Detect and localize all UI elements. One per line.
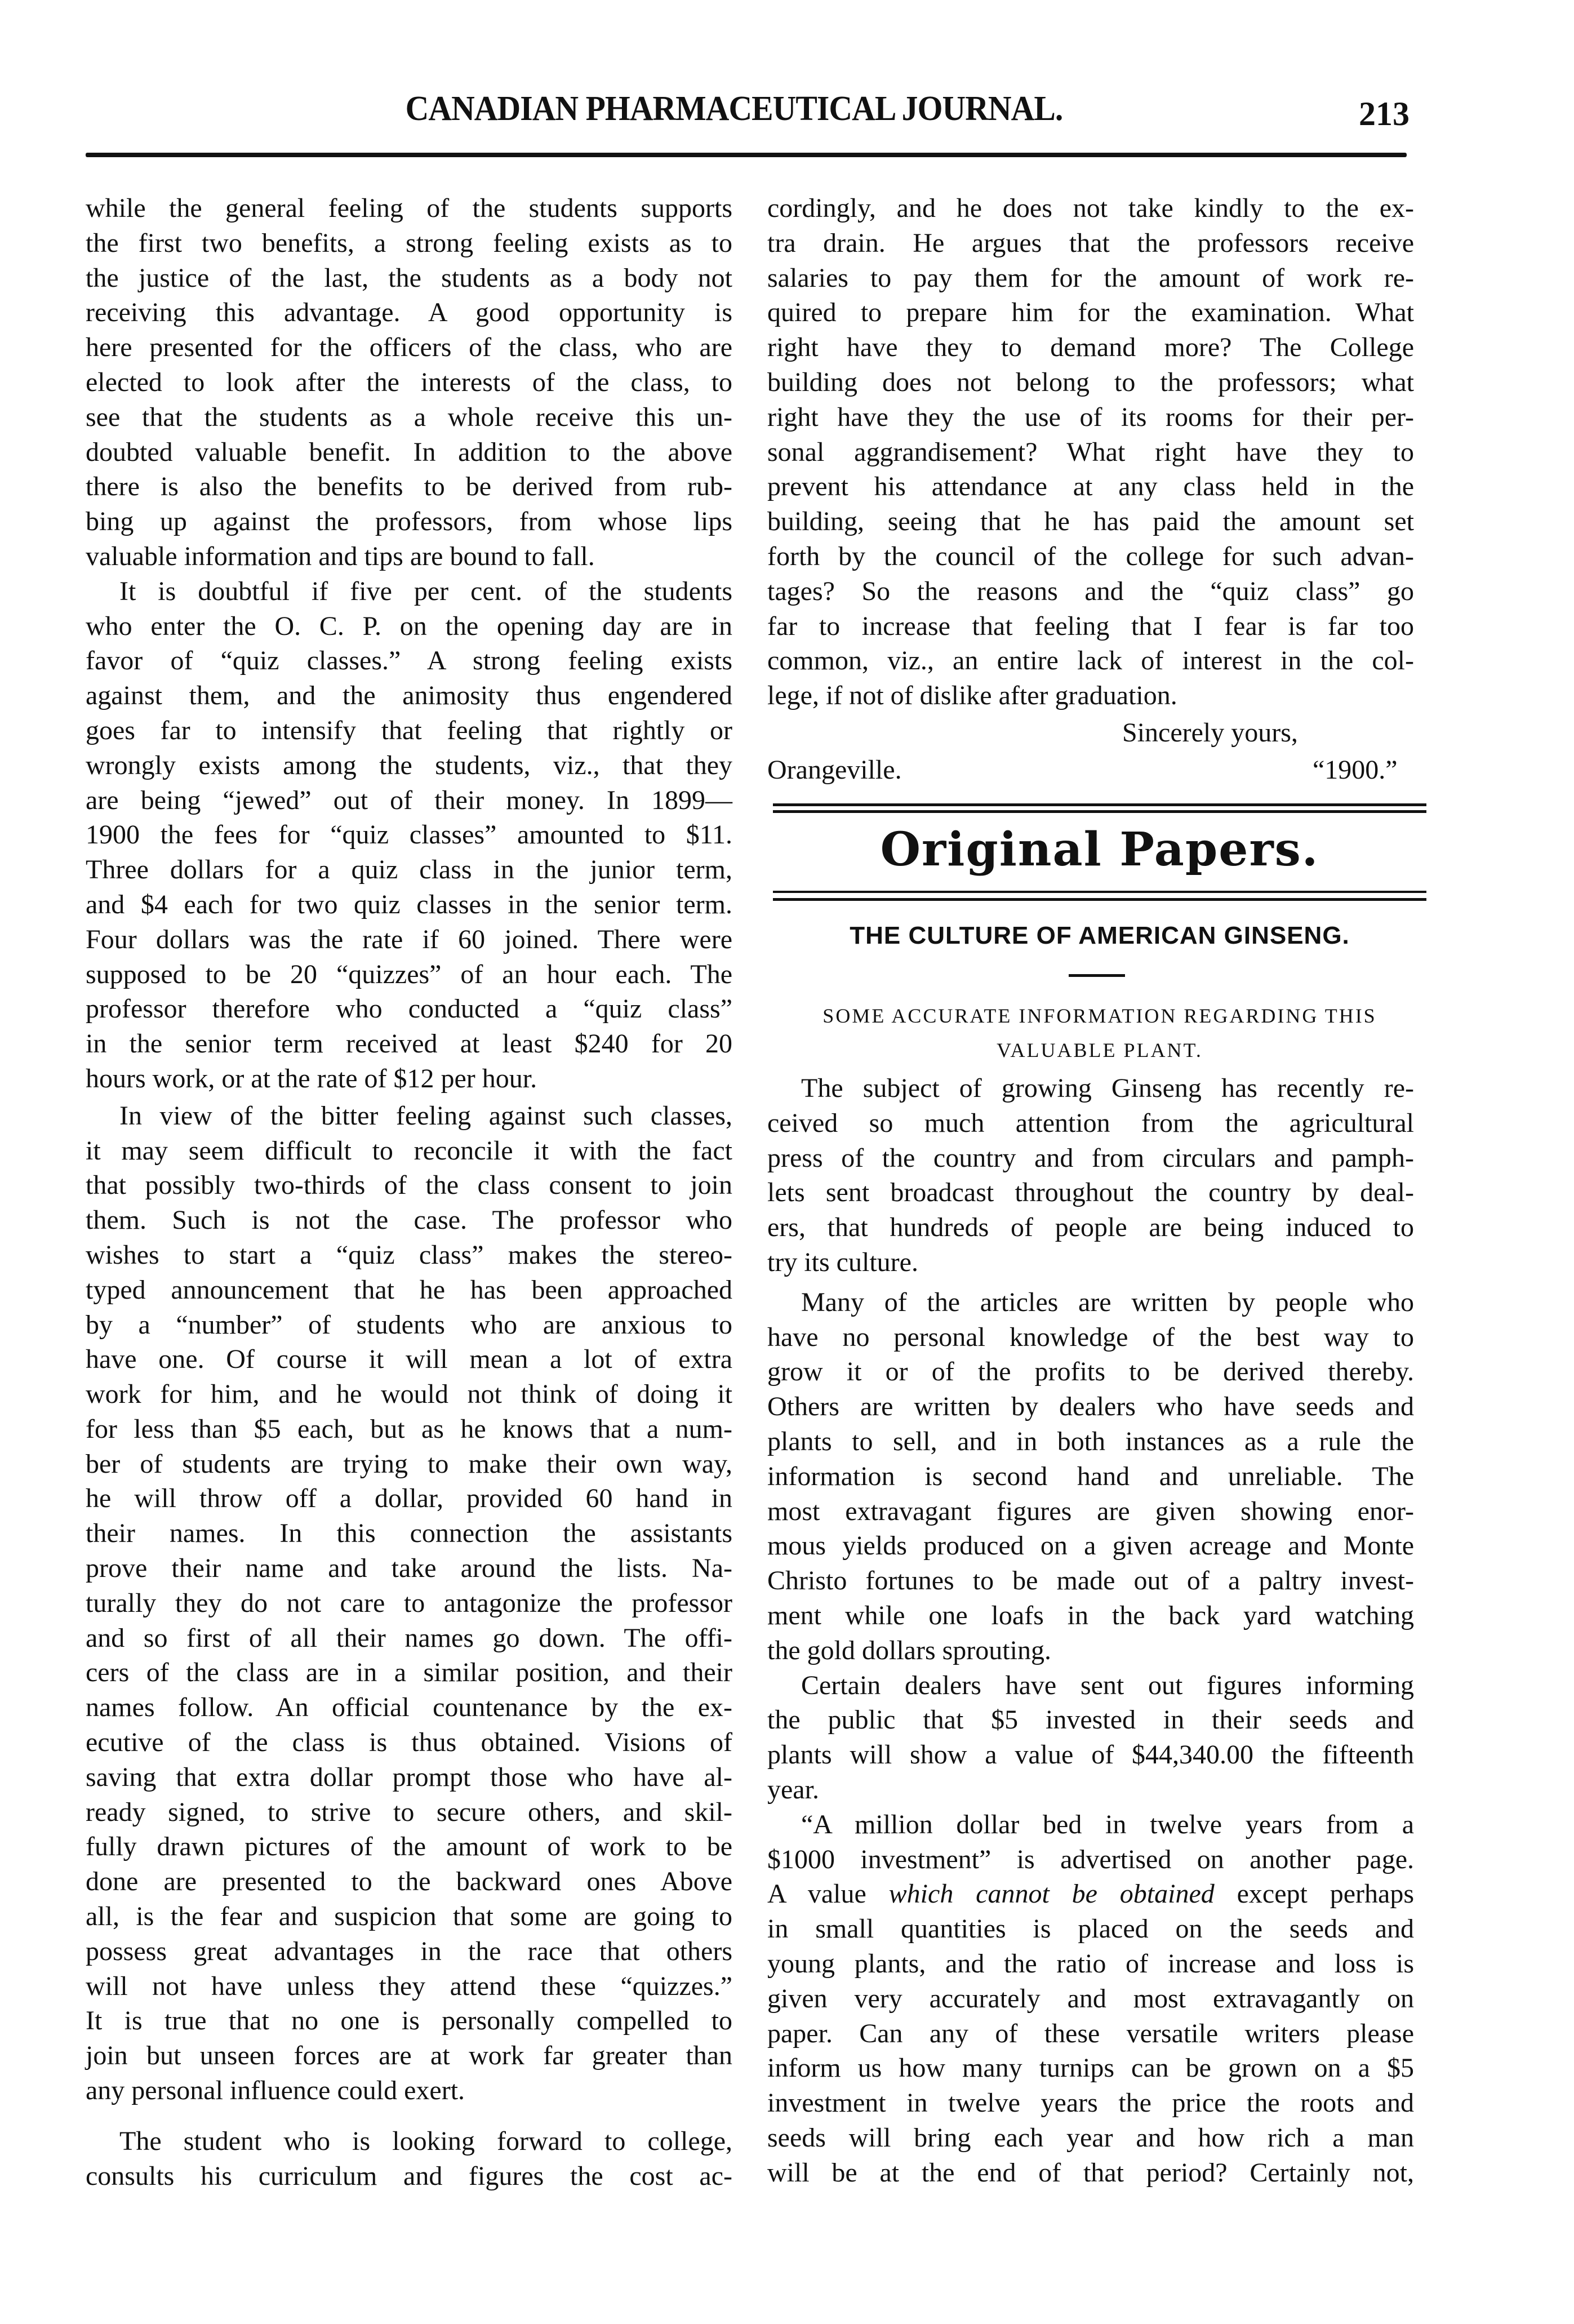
text-line: forth by the council of the college for such advan- (767, 541, 1414, 571)
text-line: are being “jewed” out of their money. In 1899— (86, 785, 732, 815)
section-heading: Original Papers. (880, 823, 1319, 877)
text-line: seeds will bring each year and how rich a man (767, 2122, 1414, 2153)
text-line: against them, and the animosity thus engendered (86, 681, 732, 711)
text-line: elected to look after the interests of the class, to (86, 367, 732, 397)
section-rule-bottom-2 (773, 898, 1426, 901)
paragraph (767, 1071, 1414, 1280)
text-line: building does not belong to the professors; what (767, 367, 1414, 397)
header-rule (86, 153, 1407, 157)
italic-phrase: which cannot be obtained (888, 1879, 1215, 1909)
text-line: hours work, or at the rate of $12 per hour. (86, 1063, 537, 1094)
right-column (767, 191, 1414, 713)
text-line: ready signed, to strive to secure others, and skil- (86, 1797, 732, 1827)
text-line: the public that $5 invested in their seeds and (767, 1705, 1414, 1735)
text-line: 1900 the fees for “quiz classes” amounted to $11. (86, 820, 732, 850)
article-subtitle (767, 999, 1432, 1068)
text-line: lets sent broadcast throughout the country by deal- (767, 1177, 1414, 1208)
section-rule-top-2 (773, 810, 1426, 813)
text-line: turally they do not care to antagonize the professor (86, 1588, 732, 1618)
text-line: prevent his attendance at any class held in the (767, 472, 1414, 502)
text-line: have one. Of course it will mean a lot of extra (86, 1344, 732, 1375)
text-line: paper. Can any of these versatile writers please (767, 2018, 1414, 2049)
text-line: names follow. An official countenance by the ex- (86, 1692, 732, 1723)
text-line: by a “number” of students who are anxious to (86, 1309, 732, 1340)
text-line: and $4 each for two quiz classes in the senior term. (86, 889, 732, 919)
text-segment: except perhaps (1214, 1879, 1414, 1909)
text-line: investment in twelve years the price the roots and (767, 2088, 1414, 2118)
text-line: supposed to be 20 “quizzes” of an hour each. The (86, 959, 732, 989)
text-line: will not have unless they attend these “quizzes.” (86, 1971, 732, 2001)
text-line: tages? So the reasons and the “quiz class” go (767, 576, 1414, 606)
text-line: Certain dealers have sent out figures informing (801, 1670, 1414, 1700)
text-line: inform us how many turnips can be grown on a $5 (767, 2053, 1414, 2083)
text-line: that possibly two-thirds of the class consent to join (86, 1170, 732, 1201)
article-title: THE CULTURE OF AMERICAN GINSENG. (850, 922, 1350, 949)
text-line: ment while one loafs in the back yard watching (767, 1600, 1414, 1630)
text-line: done are presented to the backward ones Above (86, 1867, 732, 1897)
text-line: “A million dollar bed in twelve years from a (801, 1809, 1414, 1839)
text-line: wishes to start a “quiz class” makes the stereo- (86, 1239, 732, 1270)
text-line: bing up against the professors, from whose lips (86, 506, 732, 537)
text-line: the justice of the last, the students as a body not (86, 263, 732, 293)
text-line: far to increase that feeling that I fear is far too (767, 611, 1414, 641)
text-line: ceived so much attention from the agricultural (767, 1108, 1414, 1138)
paragraph (767, 191, 1414, 713)
text-line: wrongly exists among the students, viz., that they (86, 750, 732, 780)
text-line: and so first of all their names go down. The offi- (86, 1623, 732, 1653)
text-line: work for him, and he would not think of doing it (86, 1379, 732, 1410)
page-number: 213 (1359, 95, 1410, 132)
text-line: quired to prepare him for the examination. What (767, 297, 1414, 328)
paragraph (767, 1285, 1414, 1668)
text-line: It is doubtful if five per cent. of the students (119, 576, 732, 606)
text-line: ber of students are trying to make their own way, (86, 1448, 732, 1479)
text-line: see that the students as a whole receive this un- (86, 402, 732, 432)
text-line: most extravagant figures are given showing enor- (767, 1496, 1414, 1526)
letter-signoff-line (767, 753, 1414, 788)
title-dash (1069, 974, 1125, 977)
text-line: cordingly, and he does not take kindly to the ex- (767, 193, 1414, 223)
text-line: plants will show a value of $44,340.00 the fifteenth (767, 1740, 1414, 1770)
text-line: all, is the fear and suspicion that some are going to (86, 1901, 732, 1932)
text-line: join but unseen forces are at work far greater than (86, 2041, 732, 2071)
text-line: prove their name and take around the lists. Na- (86, 1553, 732, 1584)
text-line: the first two benefits, a strong feeling exists as to (86, 228, 732, 258)
text-line: salaries to pay them for the amount of work re- (767, 263, 1414, 293)
text-line: year. (767, 1774, 819, 1805)
text-line: them. Such is not the case. The professor who (86, 1205, 732, 1236)
text-line: It is true that no one is personally compelled to (86, 2006, 732, 2036)
text-line: The subject of growing Ginseng has recently re- (801, 1073, 1414, 1103)
text-line: professor therefore who conducted a “quiz class” (86, 994, 732, 1024)
text-line: in small quantities is placed on the seeds and (767, 1914, 1414, 1944)
article-body (767, 1071, 1414, 2190)
text-line: plants to sell, and in both instances as a rule the (767, 1426, 1414, 1456)
text-line: lege, if not of dislike after graduation. (767, 681, 1177, 711)
text-line: $1000 investment” is advertised on another page. (767, 1844, 1414, 1874)
text-line: The student who is looking forward to college, (119, 2126, 732, 2156)
letter-signature: “1900.” (1313, 755, 1398, 785)
subtitle-line: SOME ACCURATE INFORMATION REGARDING THIS (822, 1005, 1377, 1027)
text-line: given very accurately and most extravagantly on (767, 1983, 1414, 2014)
text-line (767, 1877, 1414, 1912)
paragraph (86, 1099, 732, 2108)
text-line: who enter the O. C. P. on the opening day are in (86, 611, 732, 641)
text-line: try its culture. (767, 1247, 918, 1277)
subtitle-line: VALUABLE PLANT. (997, 1039, 1203, 1061)
text-line: ecutive of the class is thus obtained. Visions of (86, 1727, 732, 1758)
text-line: sonal aggrandisement? What right have they to (767, 437, 1414, 467)
text-line: Four dollars was the rate if 60 joined. There were (86, 924, 732, 954)
text-line: favor of “quiz classes.” A strong feeling exists (86, 646, 732, 676)
text-line: In view of the bitter feeling against such classes, (119, 1100, 732, 1131)
letter-place: Orangeville. (767, 755, 902, 785)
text-line: tra drain. He argues that the professors receive (767, 228, 1414, 258)
left-column (86, 191, 732, 2193)
text-segment: A value (767, 1879, 889, 1909)
text-line: while the general feeling of the students supports (86, 193, 732, 223)
paragraph (86, 2124, 732, 2194)
text-line: Christo fortunes to be made out of a paltry invest- (767, 1566, 1414, 1596)
text-line: information is second hand and unreliable. The (767, 1461, 1414, 1491)
text-line: will be at the end of that period? Certainly not, (767, 2157, 1414, 2188)
text-line: young plants, and the ratio of increase and loss is (767, 1948, 1414, 1979)
running-title: CANADIAN PHARMACEUTICAL JOURNAL. (405, 90, 1063, 128)
text-line: press of the country and from circulars and pamph- (767, 1143, 1414, 1173)
section-rule-bottom-1 (773, 891, 1426, 893)
text-line: mous yields produced on a given acreage and Monte (767, 1531, 1414, 1561)
text-line: consults his curriculum and figures the cost ac- (86, 2161, 732, 2191)
text-line: possess great advantages in the race that others (86, 1936, 732, 1966)
paragraph (767, 1807, 1414, 2190)
text-line: there is also the benefits to be derived from rub- (86, 472, 732, 502)
text-line: their names. In this connection the assistants (86, 1518, 732, 1549)
text-line: any personal influence could exert. (86, 2076, 465, 2106)
text-line: Three dollars for a quiz class in the junior term, (86, 855, 732, 885)
text-line: goes far to intensify that feeling that rightly or (86, 715, 732, 745)
text-line: Others are written by dealers who have seeds and (767, 1392, 1414, 1422)
paragraph (86, 574, 732, 1096)
section-rule-top-1 (773, 803, 1426, 806)
text-line: valuable information and tips are bound to fall. (86, 541, 595, 571)
text-line: he will throw off a dollar, provided 60 hand in (86, 1483, 732, 1514)
text-line: doubted valuable benefit. In addition to the above (86, 437, 732, 467)
text-line: for less than $5 each, but as he knows that a num- (86, 1414, 732, 1444)
text-line: common, viz., an entire lack of interest in the col- (767, 646, 1414, 676)
paragraph (86, 191, 732, 574)
text-line: typed announcement that he has been approached (86, 1274, 732, 1305)
text-line: saving that extra dollar prompt those who have al- (86, 1762, 732, 1792)
text-line: cers of the class are in a similar position, and their (86, 1658, 732, 1688)
text-line: right have they to demand more? The College (767, 332, 1414, 363)
text-line: grow it or of the profits to be derived thereby. (767, 1357, 1414, 1387)
text-line: building, seeing that he has paid the amount set (767, 506, 1414, 537)
text-line: receiving this advantage. A good opportunity is (86, 297, 732, 328)
text-line: right have they the use of its rooms for their per- (767, 402, 1414, 432)
text-line: it may seem difficult to reconcile it with the fact (86, 1135, 732, 1166)
text-line: ers, that hundreds of people are being induced to (767, 1212, 1414, 1243)
text-line: in the senior term received at least $240 for 20 (86, 1029, 732, 1059)
text-line: Many of the articles are written by people who (801, 1287, 1414, 1317)
text-line: fully drawn pictures of the amount of work to be (86, 1832, 732, 1862)
letter-closing: Sincerely yours, (1122, 718, 1298, 748)
text-line: the gold dollars sprouting. (767, 1635, 1051, 1665)
text-line: have no personal knowledge of the best way to (767, 1322, 1414, 1352)
text-line: here presented for the officers of the class, who are (86, 332, 732, 363)
paragraph (767, 1668, 1414, 1807)
